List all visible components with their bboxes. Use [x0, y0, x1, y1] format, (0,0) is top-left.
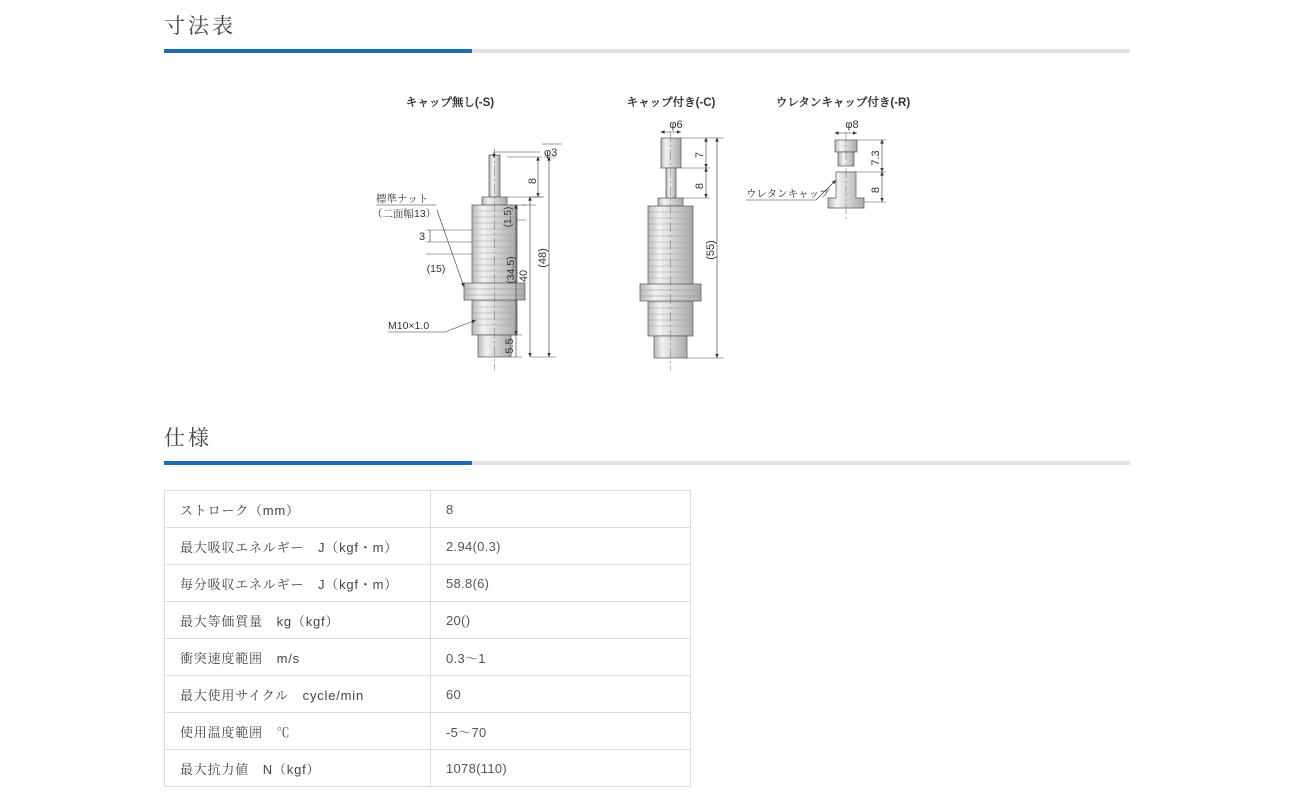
table-row: [165, 639, 691, 676]
dimensions-section-divider: [164, 49, 1130, 53]
spec-label: 最大等価質量 kg（kgf）: [165, 602, 431, 639]
spec-label: ストローク（mm）: [165, 491, 431, 528]
spec-value: 0.3〜1: [431, 639, 691, 676]
dim-c-7: 7: [694, 151, 706, 159]
spec-label: 最大抗力値 N（kgf）: [165, 750, 431, 787]
spec-value: 58.8(6): [431, 565, 691, 602]
spec-value: -5〜70: [431, 713, 691, 750]
dim-r-8: 8: [870, 186, 882, 194]
variant-caption-r: ウレタンキャップ付き(-R): [775, 97, 911, 109]
spec-table-container: [164, 490, 660, 787]
variant-caption-c: キャップ付き(-C): [626, 97, 716, 109]
variant-r-drawing: [746, 119, 886, 220]
dim-s-40: 40: [518, 269, 530, 283]
spec-value: 8: [431, 491, 691, 528]
dim-r-7-3: 7.3: [870, 150, 882, 166]
dim-s-15: (15): [426, 263, 446, 275]
variant-s-drawing: [372, 144, 562, 370]
spec-label: 最大吸収エネルギー J（kgf・m）: [165, 528, 431, 565]
spec-label: 毎分吸収エネルギー J（kgf・m）: [165, 565, 431, 602]
dimension-drawing: [164, 80, 1130, 380]
dimensions-section-title: 寸法表: [164, 15, 236, 38]
variant-c-drawing: [640, 119, 724, 370]
table-row: [165, 750, 691, 787]
table-row: [165, 565, 691, 602]
label-urethane-cap: ウレタンキャップ: [746, 188, 830, 200]
spec-label: 最大使用サイクル cycle/min: [165, 676, 431, 713]
variant-caption-s: キャップ無し(-S): [405, 97, 495, 109]
dim-phi3: φ3: [544, 147, 558, 159]
specs-section-title: 仕様: [164, 427, 212, 450]
dimension-drawing-svg: [164, 80, 1130, 380]
table-row: [165, 491, 691, 528]
table-row: [165, 676, 691, 713]
dim-s-1-5: (1.5): [503, 206, 514, 228]
spec-table: [164, 490, 691, 787]
dim-s-3: 3: [418, 231, 426, 243]
label-standard-nut-line1: 標準ナット: [376, 193, 429, 205]
table-row: [165, 602, 691, 639]
dim-s-48: (48): [537, 248, 549, 268]
dim-c-phi6: φ6: [669, 119, 683, 131]
dim-s-5-5: 5.5: [504, 338, 516, 354]
label-thread: M10×1.0: [388, 320, 430, 332]
dim-c-55: (55): [705, 240, 717, 260]
spec-value: 1078(110): [431, 750, 691, 787]
dim-s-34-5: (34.5): [505, 256, 517, 284]
specs-section-header: [164, 426, 1130, 465]
spec-label: 衝突速度範囲 m/s: [165, 639, 431, 676]
dimensions-section-header: [164, 14, 1130, 53]
specs-section-divider: [164, 461, 1130, 465]
dim-c-8: 8: [694, 182, 706, 190]
table-row: [165, 528, 691, 565]
spec-value: 2.94(0.3): [431, 528, 691, 565]
table-row: [165, 713, 691, 750]
spec-label: 使用温度範囲 ℃: [165, 713, 431, 750]
spec-value: 60: [431, 676, 691, 713]
label-standard-nut-line2: （二面幅13）: [372, 208, 437, 220]
dim-r-phi8: φ8: [845, 119, 859, 131]
dim-s-8: 8: [527, 177, 539, 185]
spec-value: 20(): [431, 602, 691, 639]
